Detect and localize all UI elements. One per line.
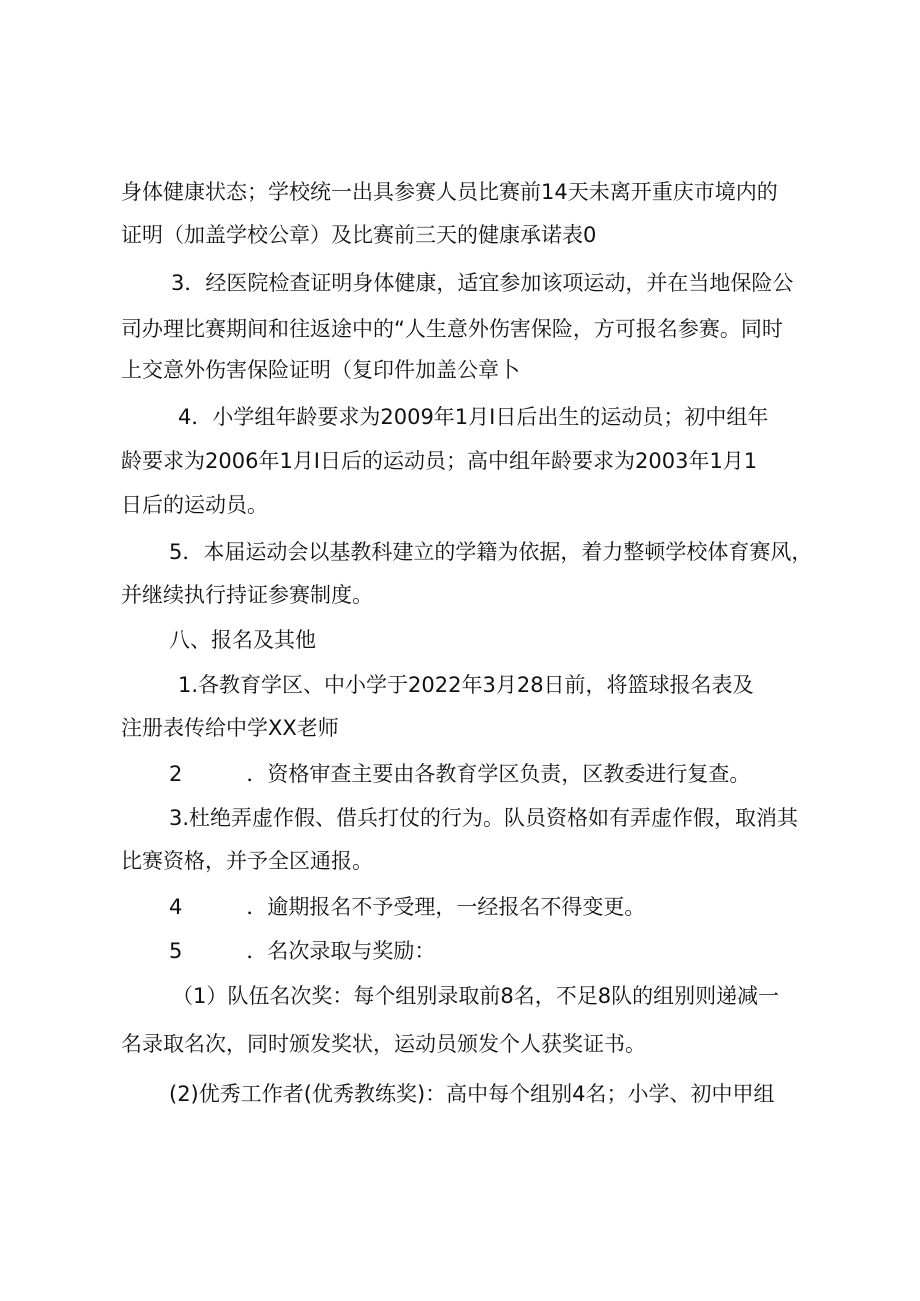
text-line: (2)优秀工作者(优秀教练奖)：高中每个组别4名；小学、初中甲组 [169, 1082, 775, 1106]
item-text: 名次录取与奖励： [267, 939, 436, 963]
item-dot: ． [246, 762, 268, 786]
item-number: 5 [169, 939, 183, 963]
text-line: 证明（加盖学校公章）及比赛前三天的健康承诺表0 [121, 223, 597, 247]
item-number: 2 [169, 762, 183, 786]
text-line: 4．小学组年龄要求为2009年1月I日后出生的运动员；初中组年 [178, 405, 769, 429]
item-dot: ． [246, 939, 268, 963]
numbered-line [0, 931, 920, 971]
text-line: 并继续执行持证参赛制度。 [121, 583, 373, 607]
numbered-line [0, 887, 920, 927]
text-line: 3．经医院检查证明身体健康，适宜参加该项运动，并在当地保险公 [171, 271, 794, 295]
item-number: 4 [169, 895, 183, 919]
text-line: （1）队伍名次奖：每个组别录取前8名，不足8队的组别则递减一 [172, 984, 780, 1008]
text-line: 比赛资格，并予全区通报。 [121, 849, 373, 873]
text-line: 5．本届运动会以基教科建立的学籍为依据，着力整顿学校体育赛风， [169, 540, 813, 564]
section-heading: 八、报名及其他 [169, 628, 316, 652]
text-line: 身体健康状态；学校统一出具参赛人员比赛前14天未离开重庆市境内的 [121, 180, 778, 204]
text-line: 1.各教育学区、中小学于2022年3月28日前，将篮球报名表及 [178, 673, 754, 697]
item-text: 逾期报名不予受理，一经报名不得变更。 [267, 895, 646, 919]
text-line: 上交意外伤害保险证明（复印件加盖公章卜 [121, 358, 520, 382]
text-line: 龄要求为2006年1月I日后的运动员；高中组年龄要求为2003年1月1 [121, 449, 758, 473]
numbered-line [0, 754, 920, 794]
text-line: 日后的运动员。 [121, 493, 268, 517]
item-dot: ． [246, 895, 268, 919]
text-line: 司办理比赛期间和往返途中的“人生意外伤害保险，方可报名参赛。同时 [121, 317, 783, 341]
text-line: 名录取名次，同时颁发奖状，运动员颁发个人获奖证书。 [121, 1032, 646, 1056]
text-line: 3.杜绝弄虚作假、借兵打仗的行为。队员资格如有弄虚作假，取消其 [169, 806, 799, 830]
text-line: 注册表传给中学XX老师 [121, 716, 339, 740]
item-text: 资格审查主要由各教育学区负责，区教委进行复查。 [267, 762, 751, 786]
